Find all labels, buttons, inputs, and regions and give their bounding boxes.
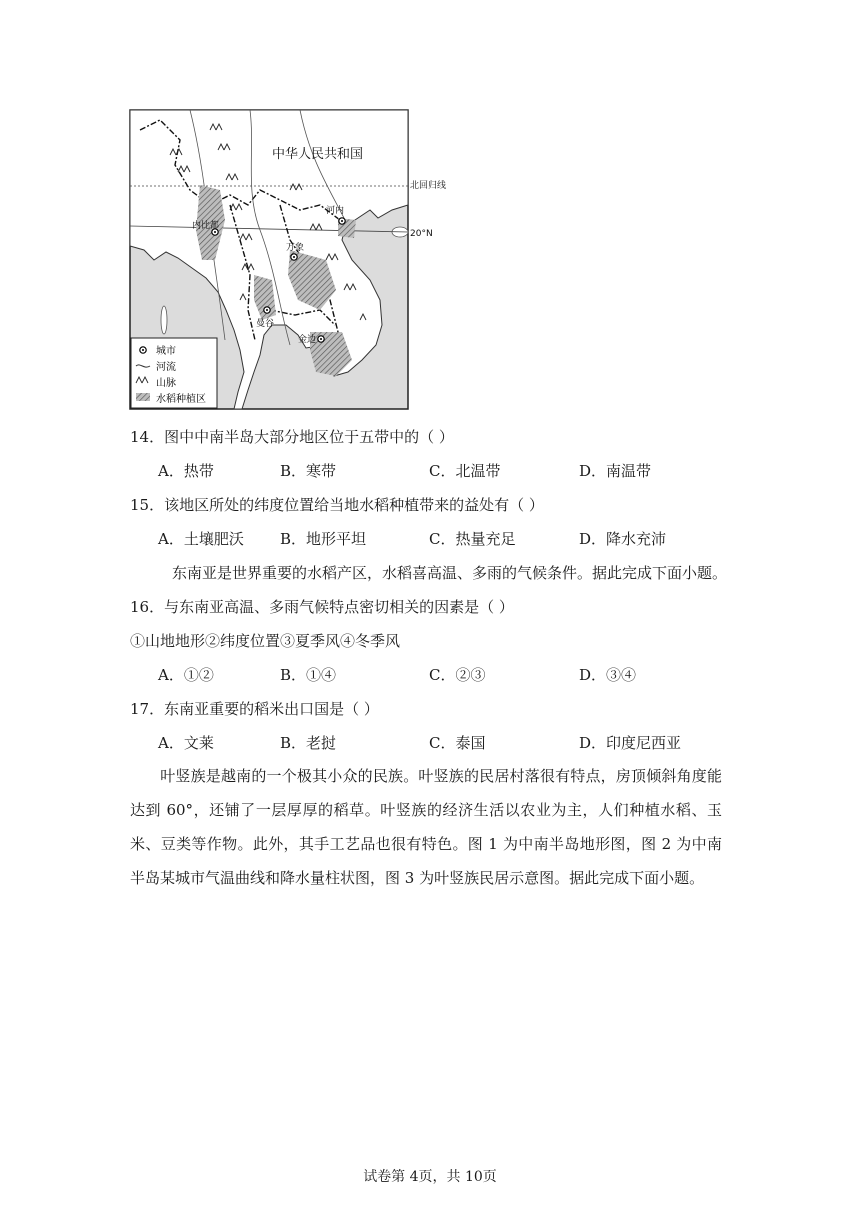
legend-label: 城市 bbox=[156, 346, 176, 357]
option-c[interactable]: C．泰国 bbox=[429, 734, 486, 752]
question-sub-items: ①山地地形②纬度位置③夏季风④冬季风 bbox=[130, 632, 401, 650]
map-legend bbox=[131, 338, 217, 408]
option-a[interactable]: A．文莱 bbox=[158, 734, 214, 752]
legend-label: 河流 bbox=[156, 362, 176, 373]
option-b[interactable]: B．寒带 bbox=[280, 462, 337, 480]
passage-yeshu bbox=[130, 759, 722, 895]
option-a[interactable]: A．热带 bbox=[158, 462, 214, 480]
option-a[interactable]: A．土壤肥沃 bbox=[158, 530, 244, 548]
option-d[interactable]: D．南温带 bbox=[579, 462, 652, 480]
option-b[interactable]: B．老挝 bbox=[280, 734, 337, 752]
question-stem: 16．与东南亚高温、多雨气候特点密切相关的因素是（ ） bbox=[130, 598, 514, 616]
option-b[interactable]: B．①④ bbox=[280, 666, 337, 684]
option-c[interactable]: C．②③ bbox=[429, 666, 486, 684]
option-a[interactable]: A．①② bbox=[158, 666, 214, 684]
passage-text: 叶竖族是越南的一个极其小众的民族。叶竖族的民居村落很有特点，房顶倾斜角度能达到 60°，还铺了一层厚厚的稻草。叶竖族的经济生活以农业为主，人们种植水稻、玉米、豆类等作物。此外，其手工艺品也很有特色。图 1 为中南半岛地形图，图 2 为中南半岛某城市气温曲线和降水量柱状图，图 3 为叶竖族民居示意图。据此完成下面小题。 bbox=[130, 767, 722, 887]
city-label: 万象 bbox=[286, 243, 305, 253]
map-country-label: 中华人民共和国 bbox=[272, 147, 364, 162]
map-tropic-label: 北回归线 bbox=[410, 181, 447, 191]
question-stem: 17．东南亚重要的稻米出口国是（ ） bbox=[130, 700, 379, 718]
city-label: 金边 bbox=[298, 335, 317, 345]
city-label: 内比都 bbox=[192, 221, 220, 231]
page-footer: 试卷第 4页，共 10页 bbox=[363, 1169, 497, 1185]
option-d[interactable]: D．印度尼西亚 bbox=[579, 734, 682, 752]
option-c[interactable]: C．北温带 bbox=[429, 462, 501, 480]
legend-label: 山脉 bbox=[156, 378, 176, 389]
option-d[interactable]: D．③④ bbox=[579, 666, 637, 684]
indochina-map bbox=[130, 110, 447, 409]
option-b[interactable]: B．地形平坦 bbox=[280, 530, 367, 548]
city-label: 河内 bbox=[326, 206, 345, 216]
map-lat-label: 20°N bbox=[410, 229, 433, 239]
question-stem: 14．图中中南半岛大部分地区位于五带中的（ ） bbox=[130, 428, 454, 446]
option-c[interactable]: C．热量充足 bbox=[429, 530, 516, 548]
option-d[interactable]: D．降水充沛 bbox=[579, 530, 667, 548]
city-label: 曼谷 bbox=[256, 319, 275, 329]
question-stem: 15．该地区所处的纬度位置给当地水稻种植带来的益处有（ ） bbox=[130, 496, 544, 514]
passage-intro: 东南亚是世界重要的水稻产区，水稻喜高温、多雨的气候条件。据此完成下面小题。 bbox=[172, 564, 728, 582]
legend-label: 水稻种植区 bbox=[156, 394, 206, 405]
